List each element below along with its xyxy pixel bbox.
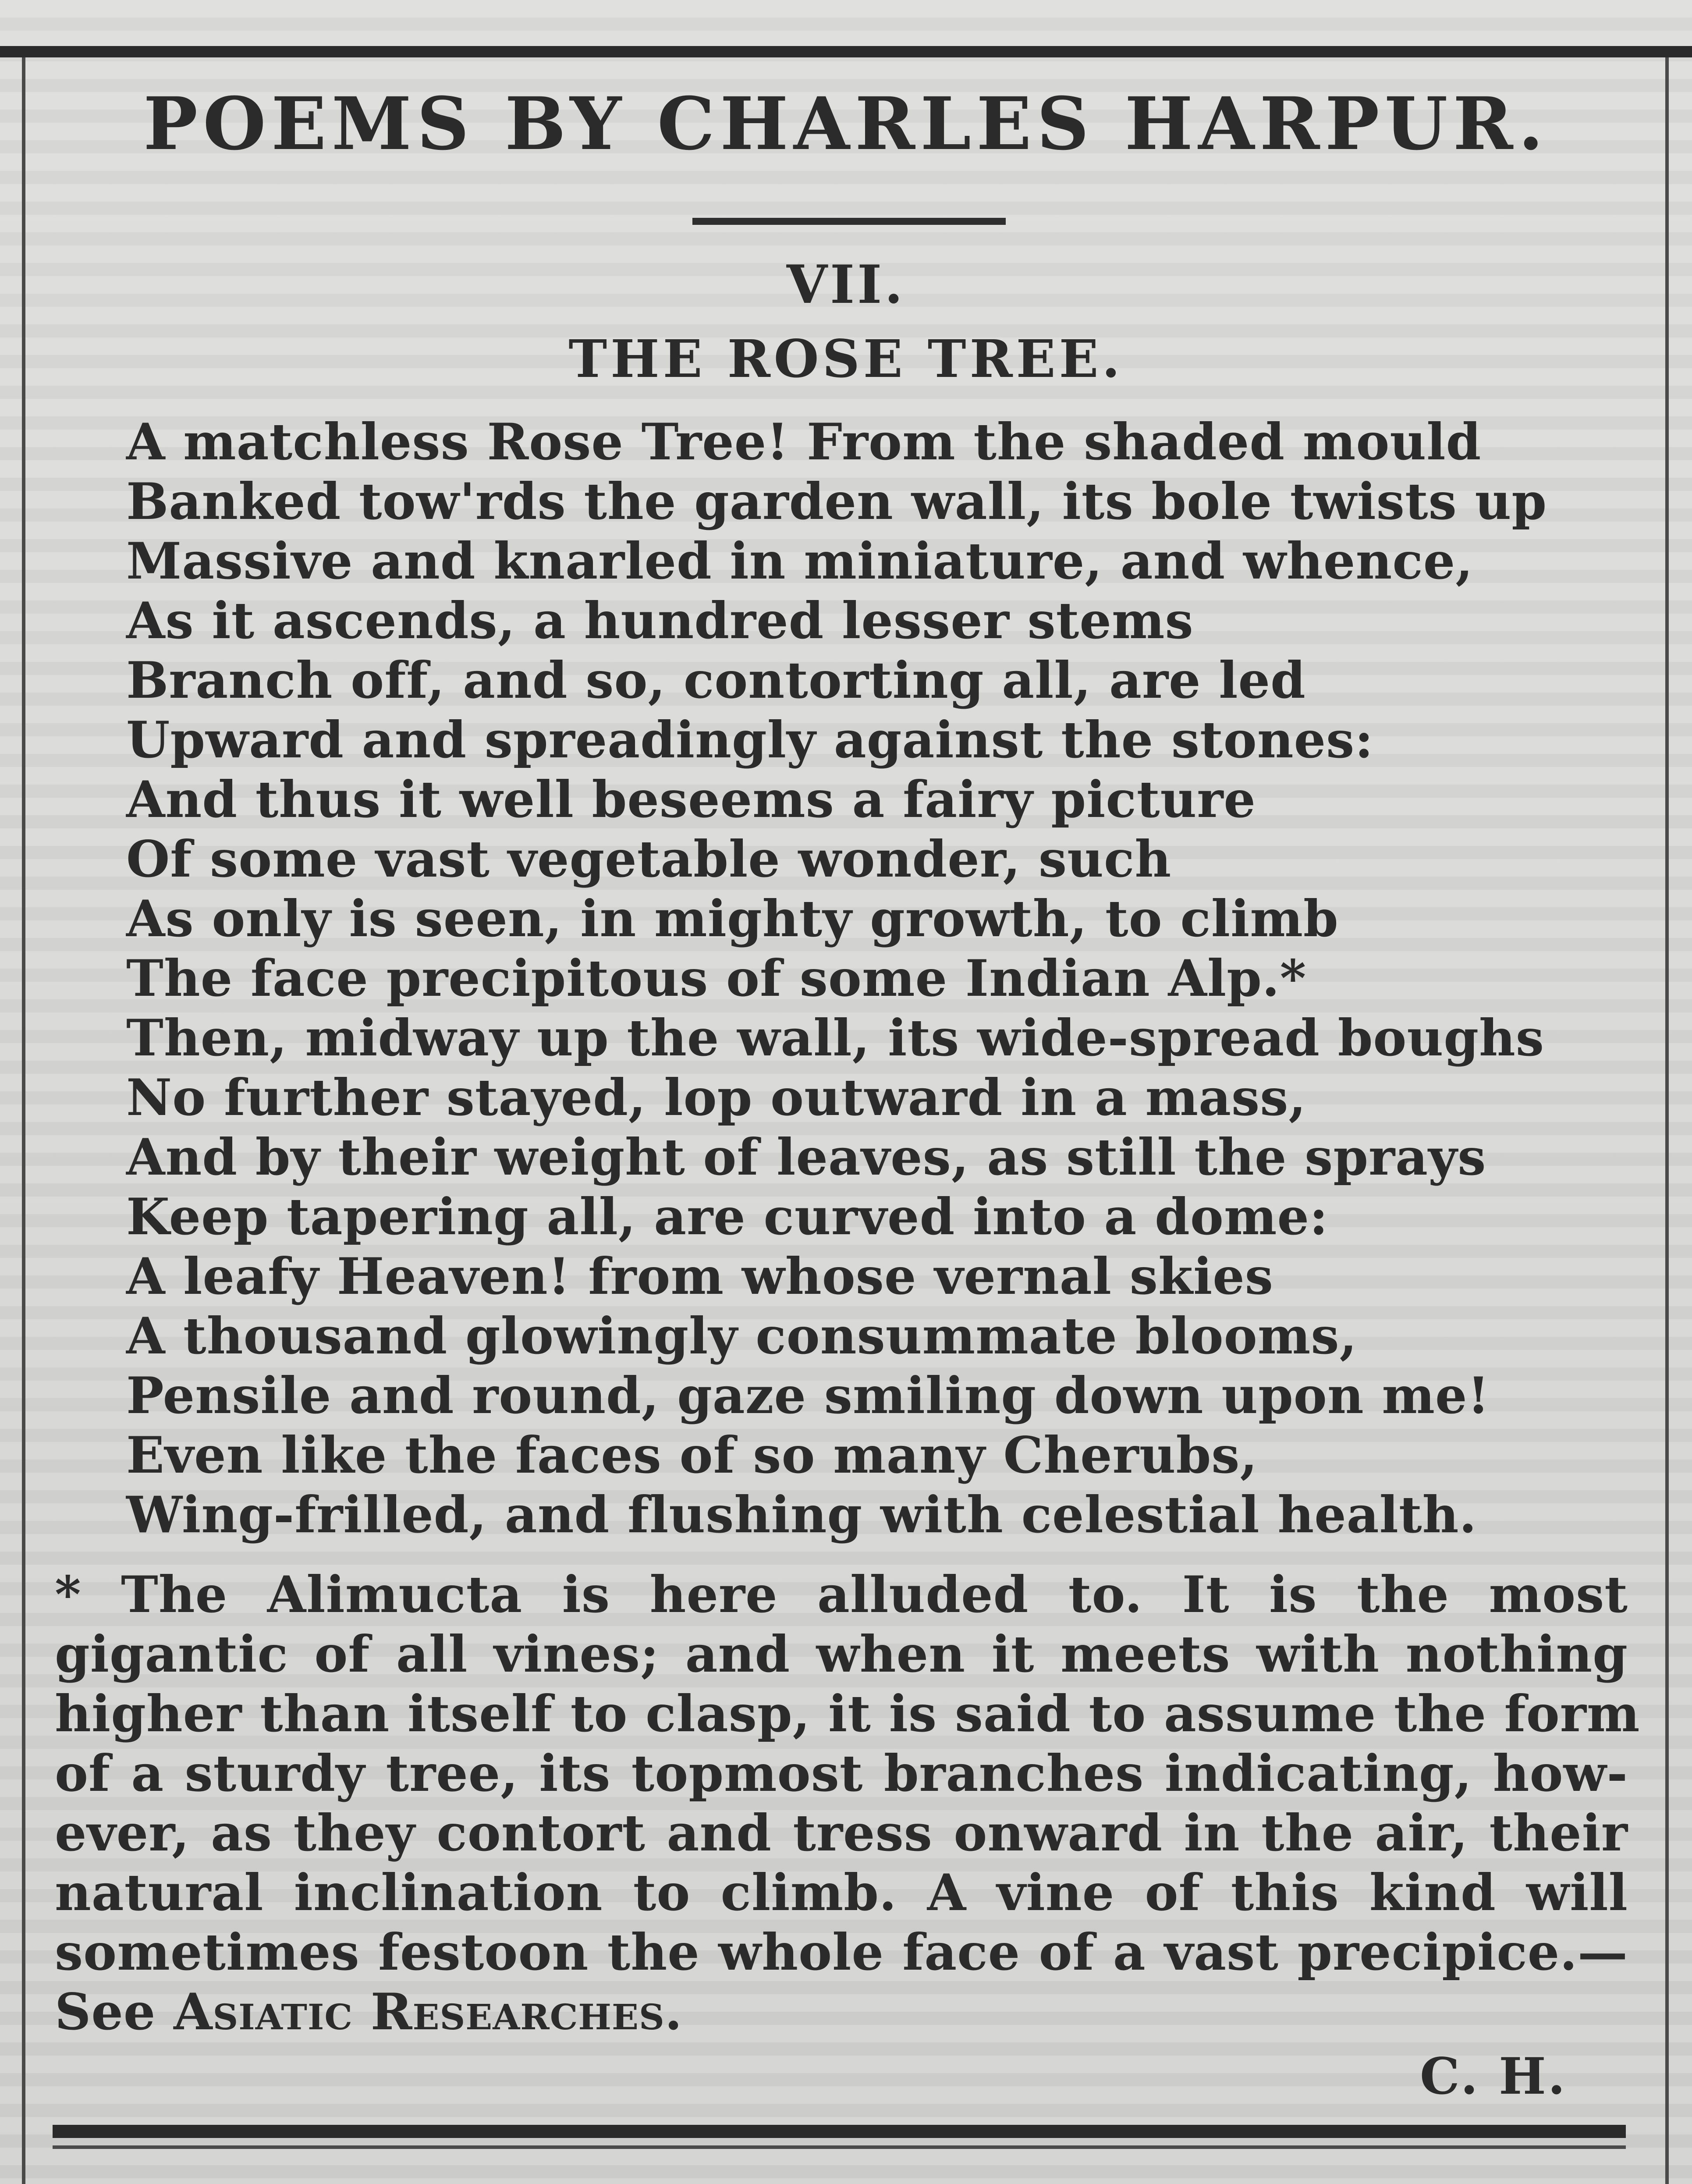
footnote-line: * The Alimucta is here alluded to. It is the most [55, 1565, 1628, 1624]
top-border-rule [0, 46, 1692, 57]
poem-line: Even like the faces of so many Cherubs, [126, 1426, 1258, 1484]
footnote-source: Asiatic Researches. [174, 1982, 683, 2041]
footnote-see-prefix: See [55, 1982, 174, 2041]
poem-line: Then, midway up the wall, its wide-spread boughs [126, 1009, 1545, 1067]
poem-line: And thus it well beseems a fairy picture [126, 770, 1256, 829]
poem-line: And by their weight of leaves, as still the sprays [126, 1128, 1486, 1186]
poem-line: A matchless Rose Tree! From the shaded mould [126, 412, 1482, 471]
poem-line: Massive and knarled in miniature, and whence, [126, 532, 1473, 590]
footnote-line: ever, as they contort and tress onward in the air, their [55, 1804, 1628, 1862]
poem-line: No further stayed, lop outward in a mass, [126, 1068, 1307, 1127]
poem-line: The face precipitous of some Indian Alp.* [126, 949, 1307, 1008]
bottom-border-rule [53, 2125, 1626, 2138]
footnote-line: higher than itself to clasp, it is said to assume the form [55, 1684, 1640, 1743]
poem-body [126, 412, 1572, 1545]
title-divider [692, 218, 1006, 225]
bottom-border-thin-rule [53, 2145, 1626, 2149]
poem-line: Keep tapering all, are curved into a dome: [126, 1187, 1329, 1246]
poem-number: VII. [786, 254, 906, 316]
footnote-source-line [55, 1982, 1628, 2042]
footnote-line: sometimes festoon the whole face of a vast precipice.— [55, 1923, 1628, 1982]
poem-line: Upward and spreadingly against the stones: [126, 710, 1374, 769]
footnote-line: gigantic of all vines; and when it meets with nothing [55, 1625, 1628, 1683]
poem-line: As only is seen, in mighty growth, to climb [126, 889, 1339, 948]
footnote-line: of a sturdy tree, its topmost branches indicating, how- [55, 1744, 1628, 1803]
page-title: POEMS BY CHARLES HARPUR. [143, 81, 1549, 166]
poem-line: Banked tow'rds the garden wall, its bole twists up [126, 472, 1547, 531]
poem-line: As it ascends, a hundred lesser stems [126, 591, 1194, 650]
poem-title: THE ROSE TREE. [568, 328, 1124, 389]
poem-line: Branch off, and so, contorting all, are led [126, 651, 1306, 710]
author-signature: C. H. [1420, 2047, 1567, 2106]
poem-line: Wing-frilled, and flushing with celestial health. [126, 1485, 1477, 1544]
poem-line: Of some vast vegetable wonder, such [126, 830, 1172, 888]
footnote-line: natural inclination to climb. A vine of this kind will [55, 1863, 1628, 1922]
poem-line: A leafy Heaven! from whose vernal skies [126, 1247, 1273, 1306]
poem-line: A thousand glowingly consummate blooms, [126, 1307, 1358, 1365]
footnote [55, 1565, 1640, 2042]
poem-line: Pensile and round, gaze smiling down upon me! [126, 1366, 1490, 1425]
